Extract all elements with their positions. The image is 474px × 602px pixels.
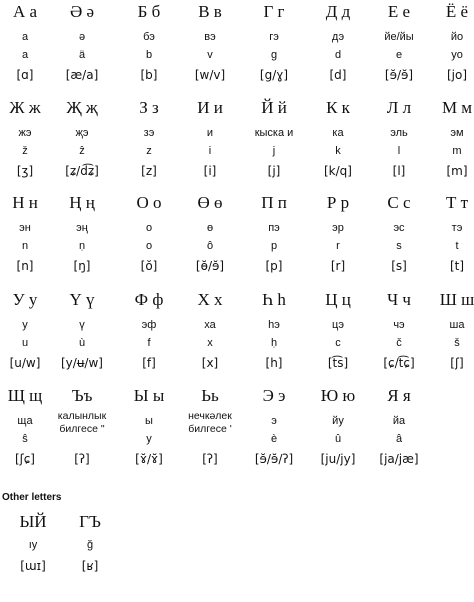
ipa-value: [ɯɪ] [20, 559, 46, 573]
letter-cell [370, 386, 428, 476]
letter-glyph: П п [261, 193, 287, 212]
ipa-value: [ʔ] [202, 452, 218, 466]
latin-transliteration: t [455, 240, 459, 252]
latin-transliteration: k [335, 145, 341, 157]
cyrillic-name: ща [17, 415, 33, 427]
latin-transliteration: è [270, 433, 278, 445]
ipa-value: [ɕ/t͡ɕ] [383, 356, 415, 370]
latin-transliteration: z [146, 145, 152, 157]
cyrillic-name: о [145, 222, 153, 234]
letter-cell [181, 290, 239, 380]
latin-transliteration: g [270, 49, 278, 61]
latin-transliteration: ıy [28, 539, 38, 551]
letter-cell [181, 386, 239, 476]
other-letter-cell [61, 512, 119, 602]
letter-cell [245, 290, 303, 380]
latin-transliteration: u [21, 337, 29, 349]
letter-glyph: Ьь [201, 386, 219, 405]
letter-cell [181, 193, 239, 283]
latin-transliteration: ṇ [78, 240, 86, 252]
latin-transliteration: č [396, 337, 402, 349]
ipa-value: [ja/jæ] [379, 452, 419, 466]
cyrillic-name: ә [78, 31, 86, 43]
cyrillic-name: йе/йы [384, 31, 414, 43]
letter-glyph: С с [387, 193, 411, 212]
letter-glyph: Ш ш [439, 290, 474, 309]
letter-cell [53, 290, 111, 380]
latin-transliteration: ẑ [79, 145, 85, 157]
ipa-value: [ʁ] [81, 559, 99, 573]
cyrillic-name: нечкәлек билгесе ' [188, 410, 232, 435]
letter-cell [181, 98, 239, 188]
ipa-value: [w/v] [194, 68, 226, 82]
ipa-value: [ŋ] [73, 259, 91, 273]
ipa-value: [y/ʉ/w] [61, 356, 103, 370]
cyrillic-name: ша [449, 319, 465, 331]
letter-glyph: М м [441, 98, 473, 117]
letter-cell [0, 2, 54, 92]
letter-cell [370, 98, 428, 188]
latin-transliteration: ù [78, 337, 86, 349]
letter-glyph: Ц ц [325, 290, 351, 309]
latin-transliteration: o [145, 240, 153, 252]
letter-cell [428, 2, 474, 92]
letter-cell [53, 193, 111, 283]
latin-transliteration: d [334, 49, 342, 61]
letter-cell [309, 193, 367, 283]
letter-glyph: Ф ф [134, 290, 164, 309]
latin-transliteration: â [395, 433, 403, 445]
cyrillic-name: йа [392, 415, 406, 427]
letter-cell [245, 2, 303, 92]
letter-glyph: Ы ы [133, 386, 165, 405]
latin-transliteration: l [397, 145, 401, 157]
letter-glyph: О о [136, 193, 162, 212]
cyrillic-name: бэ [143, 31, 155, 43]
letter-cell [120, 98, 178, 188]
cyrillic-name: йу [332, 415, 344, 427]
latin-transliteration: r [336, 240, 340, 252]
letter-glyph: Х х [197, 290, 223, 309]
letter-cell [428, 98, 474, 188]
letter-glyph: Т т [445, 193, 469, 212]
ipa-value: [ɘ̆/ɘ̆/ʔ] [254, 452, 294, 466]
latin-transliteration: e [395, 49, 403, 61]
ipa-value: [ɤ̆/ɤ̆] [135, 452, 163, 466]
cyrillic-name: эң [76, 222, 88, 234]
letter-cell [428, 193, 474, 283]
cyrillic-name: и [206, 127, 214, 139]
cyrillic-name: тэ [451, 222, 463, 234]
letter-glyph: А а [12, 2, 38, 21]
letter-glyph: Ә ә [69, 2, 95, 21]
cyrillic-name: гэ [269, 31, 279, 43]
latin-transliteration: a [21, 49, 29, 61]
letter-cell [120, 290, 178, 380]
latin-transliteration: ž [22, 145, 28, 157]
letter-glyph: Я я [387, 386, 411, 405]
cyrillic-name: э [271, 415, 277, 427]
ipa-value: [p] [265, 259, 283, 273]
letter-glyph: Ү ү [69, 290, 95, 309]
letter-cell [0, 193, 54, 283]
letter-cell [370, 290, 428, 380]
letter-cell [309, 386, 367, 476]
ipa-value: [ju/jy] [320, 452, 356, 466]
letter-glyph: Й й [261, 98, 287, 117]
latin-transliteration: p [270, 240, 278, 252]
ipa-value: [m] [446, 164, 468, 178]
letter-cell [0, 98, 54, 188]
ipa-value: [k/q] [324, 164, 352, 178]
cyrillic-name: эф [141, 319, 157, 331]
other-letters-title: Other letters [2, 492, 62, 503]
cyrillic-name: калынлык билгесе " [57, 410, 107, 435]
latin-transliteration: yo [451, 49, 463, 61]
ipa-value: [h] [265, 356, 283, 370]
ipa-value: [l] [392, 164, 406, 178]
latin-transliteration: x [207, 337, 213, 349]
ipa-value: [ʒ] [16, 164, 34, 178]
letter-cell [370, 193, 428, 283]
letter-glyph: Җ җ [66, 98, 98, 117]
letter-glyph: Р р [326, 193, 350, 212]
cyrillic-name: ка [332, 127, 344, 139]
ipa-value: [ɘ̆/ɘ̆] [384, 68, 414, 82]
ipa-value: [b] [140, 68, 158, 82]
cyrillic-name: пэ [268, 222, 280, 234]
ipa-value: [j] [267, 164, 281, 178]
letter-glyph: Ч ч [387, 290, 411, 309]
letter-glyph: И и [197, 98, 223, 117]
cyrillic-name: ха [204, 319, 216, 331]
cyrillic-name: җэ [75, 127, 89, 139]
ipa-value: [t] [449, 259, 465, 273]
letter-glyph: Ю ю [320, 386, 356, 405]
letter-glyph: Б б [137, 2, 161, 21]
latin-transliteration: ô [206, 240, 214, 252]
letter-glyph: Г г [263, 2, 285, 21]
letter-glyph: З з [139, 98, 159, 117]
cyrillic-name: цэ [332, 319, 344, 331]
latin-transliteration: ğ [86, 539, 94, 551]
letter-glyph: ГЪ [79, 512, 101, 531]
latin-transliteration: s [396, 240, 402, 252]
letter-cell [309, 290, 367, 380]
cyrillic-name: һэ [268, 319, 280, 331]
ipa-value: [f] [142, 356, 156, 370]
letter-glyph: ЫЙ [19, 512, 47, 531]
letter-cell [0, 290, 54, 380]
latin-transliteration: c [335, 337, 341, 349]
letter-cell [53, 2, 111, 92]
ipa-value: [ɵ̆/ɘ̆] [195, 259, 225, 273]
cyrillic-name: эс [393, 222, 405, 234]
cyrillic-name: зэ [143, 127, 155, 139]
letter-glyph: Һ һ [262, 290, 286, 309]
latin-transliteration: û [334, 433, 342, 445]
ipa-value: [r] [330, 259, 346, 273]
letter-glyph: Ъъ [71, 386, 93, 405]
other-letter-cell [4, 512, 62, 602]
letter-glyph: В в [198, 2, 222, 21]
letter-glyph: К к [326, 98, 350, 117]
letter-glyph: Э э [262, 386, 286, 405]
latin-transliteration: f [147, 337, 151, 349]
ipa-value: [u/w] [9, 356, 41, 370]
ipa-value: [t͡s] [327, 356, 349, 370]
ipa-value: [ʔ] [74, 452, 90, 466]
letter-glyph: Ё ё [445, 2, 469, 21]
ipa-value: [æ/a] [65, 68, 99, 82]
letter-cell [120, 386, 178, 476]
letter-glyph: Ж ж [9, 98, 41, 117]
letter-cell [370, 2, 428, 92]
letter-cell [309, 2, 367, 92]
latin-transliteration: ŝ [22, 433, 28, 445]
letter-cell [120, 2, 178, 92]
ipa-value: [ŏ] [140, 259, 158, 273]
letter-cell [0, 386, 54, 476]
ipa-value: [ʑ/d͡ʑ] [65, 164, 99, 178]
latin-transliteration: j [272, 145, 276, 157]
ipa-value: [jo] [446, 68, 468, 82]
letter-glyph: Ң ң [69, 193, 95, 212]
latin-transliteration: y [146, 433, 152, 445]
cyrillic-name: йо [450, 31, 464, 43]
ipa-value: [x] [201, 356, 219, 370]
letter-cell [309, 98, 367, 188]
letter-glyph: У у [12, 290, 38, 309]
latin-transliteration: v [207, 49, 213, 61]
letter-cell [245, 98, 303, 188]
letter-glyph: Л л [386, 98, 412, 117]
cyrillic-name: чэ [393, 319, 405, 331]
letter-glyph: Д д [325, 2, 351, 21]
latin-transliteration: ḥ [270, 337, 278, 349]
cyrillic-name: вэ [204, 31, 216, 43]
ipa-value: [ʃ] [450, 356, 464, 370]
letter-glyph: Е е [387, 2, 411, 21]
cyrillic-name: жэ [18, 127, 32, 139]
ipa-value: [n] [16, 259, 34, 273]
letter-glyph: Щ щ [7, 386, 43, 405]
latin-transliteration: ä [78, 49, 86, 61]
letter-cell [181, 2, 239, 92]
cyrillic-name: эм [450, 127, 464, 139]
ipa-value: [ʃɕ] [15, 452, 35, 466]
latin-transliteration: š [454, 337, 460, 349]
cyrillic-name: эль [390, 127, 408, 139]
cyrillic-name: ы [145, 415, 153, 427]
ipa-value: [i] [203, 164, 217, 178]
letter-cell [245, 193, 303, 283]
cyrillic-name: а [21, 31, 29, 43]
letter-glyph: Ө ө [197, 193, 223, 212]
ipa-value: [d] [329, 68, 347, 82]
latin-transliteration: b [145, 49, 153, 61]
latin-transliteration: n [21, 240, 29, 252]
cyrillic-name: кыска и [254, 127, 294, 139]
letter-cell [53, 386, 111, 476]
letter-cell [428, 290, 474, 380]
letter-cell [53, 98, 111, 188]
cyrillic-name: дэ [331, 31, 345, 43]
ipa-value: [ɑ] [16, 68, 34, 82]
cyrillic-name: эн [19, 222, 31, 234]
cyrillic-name: у [22, 319, 28, 331]
latin-transliteration: m [452, 145, 462, 157]
cyrillic-name: эр [332, 222, 344, 234]
letter-glyph: Н н [12, 193, 38, 212]
ipa-value: [z] [141, 164, 157, 178]
cyrillic-name: ө [206, 222, 214, 234]
ipa-value: [s] [391, 259, 407, 273]
cyrillic-name: ү [79, 319, 85, 331]
letter-cell [245, 386, 303, 476]
latin-transliteration: i [208, 145, 212, 157]
letter-cell [120, 193, 178, 283]
ipa-value: [g/ɣ] [259, 68, 289, 82]
